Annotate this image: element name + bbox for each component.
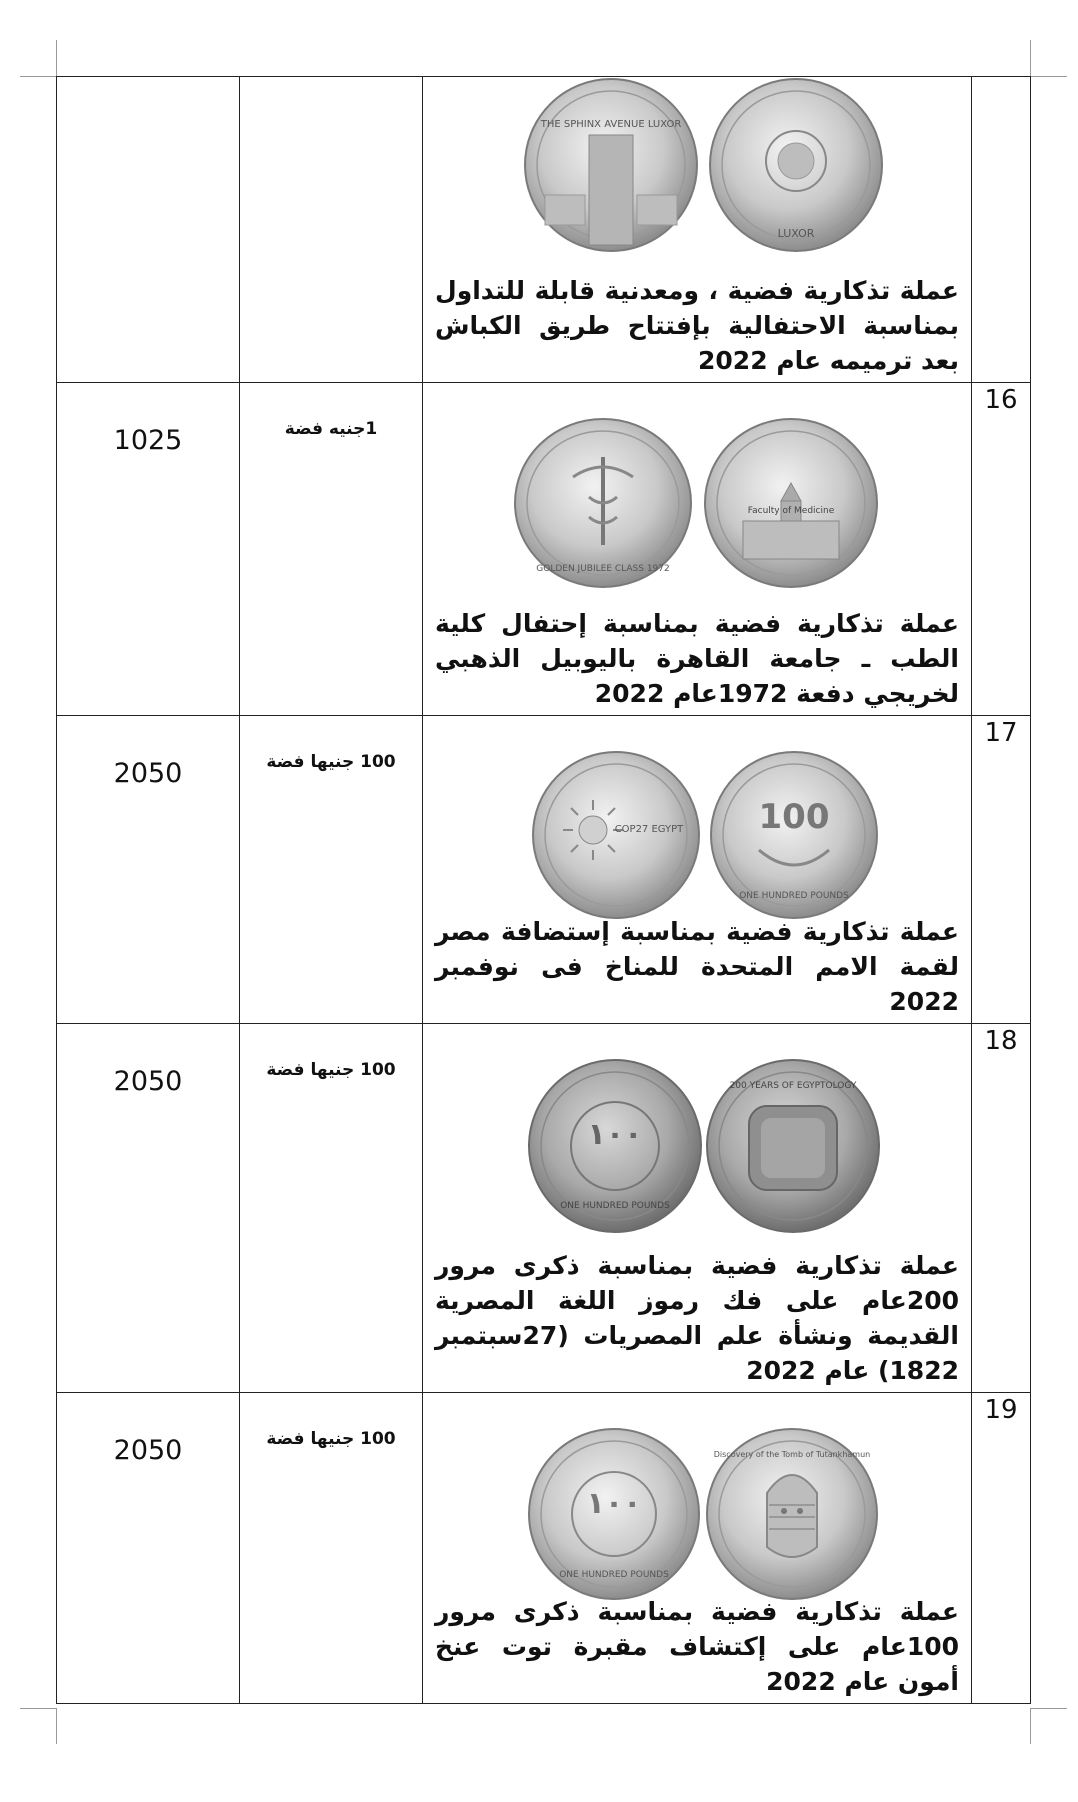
crop-mark (1031, 1708, 1067, 1709)
table-row (57, 1393, 1031, 1704)
coin-obverse-image (709, 750, 879, 920)
coin-numeral: ١٠٠ (587, 1117, 643, 1152)
price-value: 1025 (113, 425, 183, 456)
denomination-value: 100 جنيها فضة (266, 1060, 396, 1080)
price-value: 2050 (113, 1435, 183, 1466)
coin-obverse-image (705, 1058, 881, 1234)
table-row (57, 77, 1031, 383)
coin-inscription: ONE HUNDRED POUNDS (559, 1570, 669, 1580)
price-value: 2050 (113, 758, 183, 789)
denomination-value: 100 جنيها فضة (266, 752, 396, 772)
price-cell (57, 716, 240, 1024)
coin-inscription: THE SPHINX AVENUE LUXOR (540, 119, 682, 130)
crop-mark (20, 1708, 56, 1709)
coin-inscription: ONE HUNDRED POUNDS (560, 1201, 670, 1211)
coin-numeral: ١٠٠ (586, 1486, 642, 1521)
coin-inscription: GOLDEN JUBILEE CLASS 1972 (536, 564, 670, 574)
coin-inscription: ONE HUNDRED POUNDS (739, 891, 849, 901)
coin-pair (423, 1024, 971, 1392)
coin-description: عملة تذكارية فضية بمناسبة إحتفال كلية الطب ـ جامعة القاهرة باليوبيل الذهبي لخريجي دفعة 1972عام 2022 (435, 609, 959, 708)
coin-pair (423, 77, 971, 382)
crop-mark (1030, 40, 1031, 76)
number-cell (972, 1393, 1031, 1704)
coin-inscription: COP27 EGYPT (614, 824, 684, 835)
row-number: 17 (984, 718, 1018, 748)
coin-description: عملة تذكارية فضية بمناسبة إستضافة مصر لقمة الامم المتحدة للمناخ فى نوفمبر 2022 (435, 917, 959, 1016)
description-cell (423, 77, 972, 383)
crop-mark (1031, 76, 1067, 77)
table-row (57, 1024, 1031, 1393)
price-value: 2050 (113, 1066, 183, 1097)
row-number: 19 (984, 1395, 1018, 1425)
coin-reverse-image (531, 750, 701, 920)
description-cell (423, 716, 972, 1024)
row-number: 18 (984, 1026, 1018, 1056)
coins-table (56, 76, 1031, 1704)
table-row (57, 716, 1031, 1024)
coin-reverse-image (527, 1058, 703, 1234)
coin-inscription: 200 YEARS OF EGYPTOLOGY (729, 1081, 857, 1091)
coin-reverse-image (527, 1427, 701, 1601)
coin-obverse-image (708, 77, 884, 253)
number-cell (972, 716, 1031, 1024)
coin-description: عملة تذكارية فضية بمناسبة ذكرى مرور 200عام على فك رموز اللغة المصرية القديمة ونشأة علم المصريات (27سبتمبر 1822) عام 2022 (435, 1251, 959, 1385)
coin-pair (423, 716, 971, 1023)
row-number: 16 (984, 385, 1018, 415)
price-cell (57, 77, 240, 383)
price-cell (57, 383, 240, 716)
denomination-cell (240, 1024, 423, 1393)
coin-inscription: LUXOR (777, 227, 815, 240)
number-cell (972, 1024, 1031, 1393)
coin-inscription: Discovery of the Tomb of Tutankhamun (713, 1450, 871, 1459)
denomination-value: 1جنيه فضة (284, 419, 378, 439)
price-cell (57, 1393, 240, 1704)
coin-inscription: Faculty of Medicine (747, 506, 835, 516)
description-cell (423, 1393, 972, 1704)
table-row (57, 383, 1031, 716)
coin-pair (423, 383, 971, 715)
denomination-cell (240, 383, 423, 716)
description-cell (423, 1024, 972, 1393)
coin-numeral: 100 (758, 797, 830, 837)
denomination-cell (240, 716, 423, 1024)
number-cell (972, 77, 1031, 383)
denomination-cell (240, 77, 423, 383)
coin-pair (423, 1393, 971, 1703)
description-cell (423, 383, 972, 716)
crop-mark (56, 1708, 57, 1744)
coin-description: عملة تذكارية فضية ، ومعدنية قابلة للتداول بمناسبة الاحتفالية بإفتتاح طريق الكباش بعد ترميمه عام 2022 (435, 276, 959, 375)
coin-description: عملة تذكارية فضية بمناسبة ذكرى مرور 100عام على إكتشاف مقبرة توت عنخ أمون عام 2022 (435, 1597, 959, 1696)
coin-reverse-image (513, 417, 693, 589)
denomination-cell (240, 1393, 423, 1704)
coin-obverse-image (705, 1427, 879, 1601)
crop-mark (20, 76, 56, 77)
coin-obverse-image (703, 417, 879, 589)
number-cell (972, 383, 1031, 716)
crop-mark (56, 40, 57, 76)
denomination-value: 100 جنيها فضة (266, 1429, 396, 1449)
coin-reverse-image (523, 77, 699, 253)
price-cell (57, 1024, 240, 1393)
crop-mark (1030, 1708, 1031, 1744)
